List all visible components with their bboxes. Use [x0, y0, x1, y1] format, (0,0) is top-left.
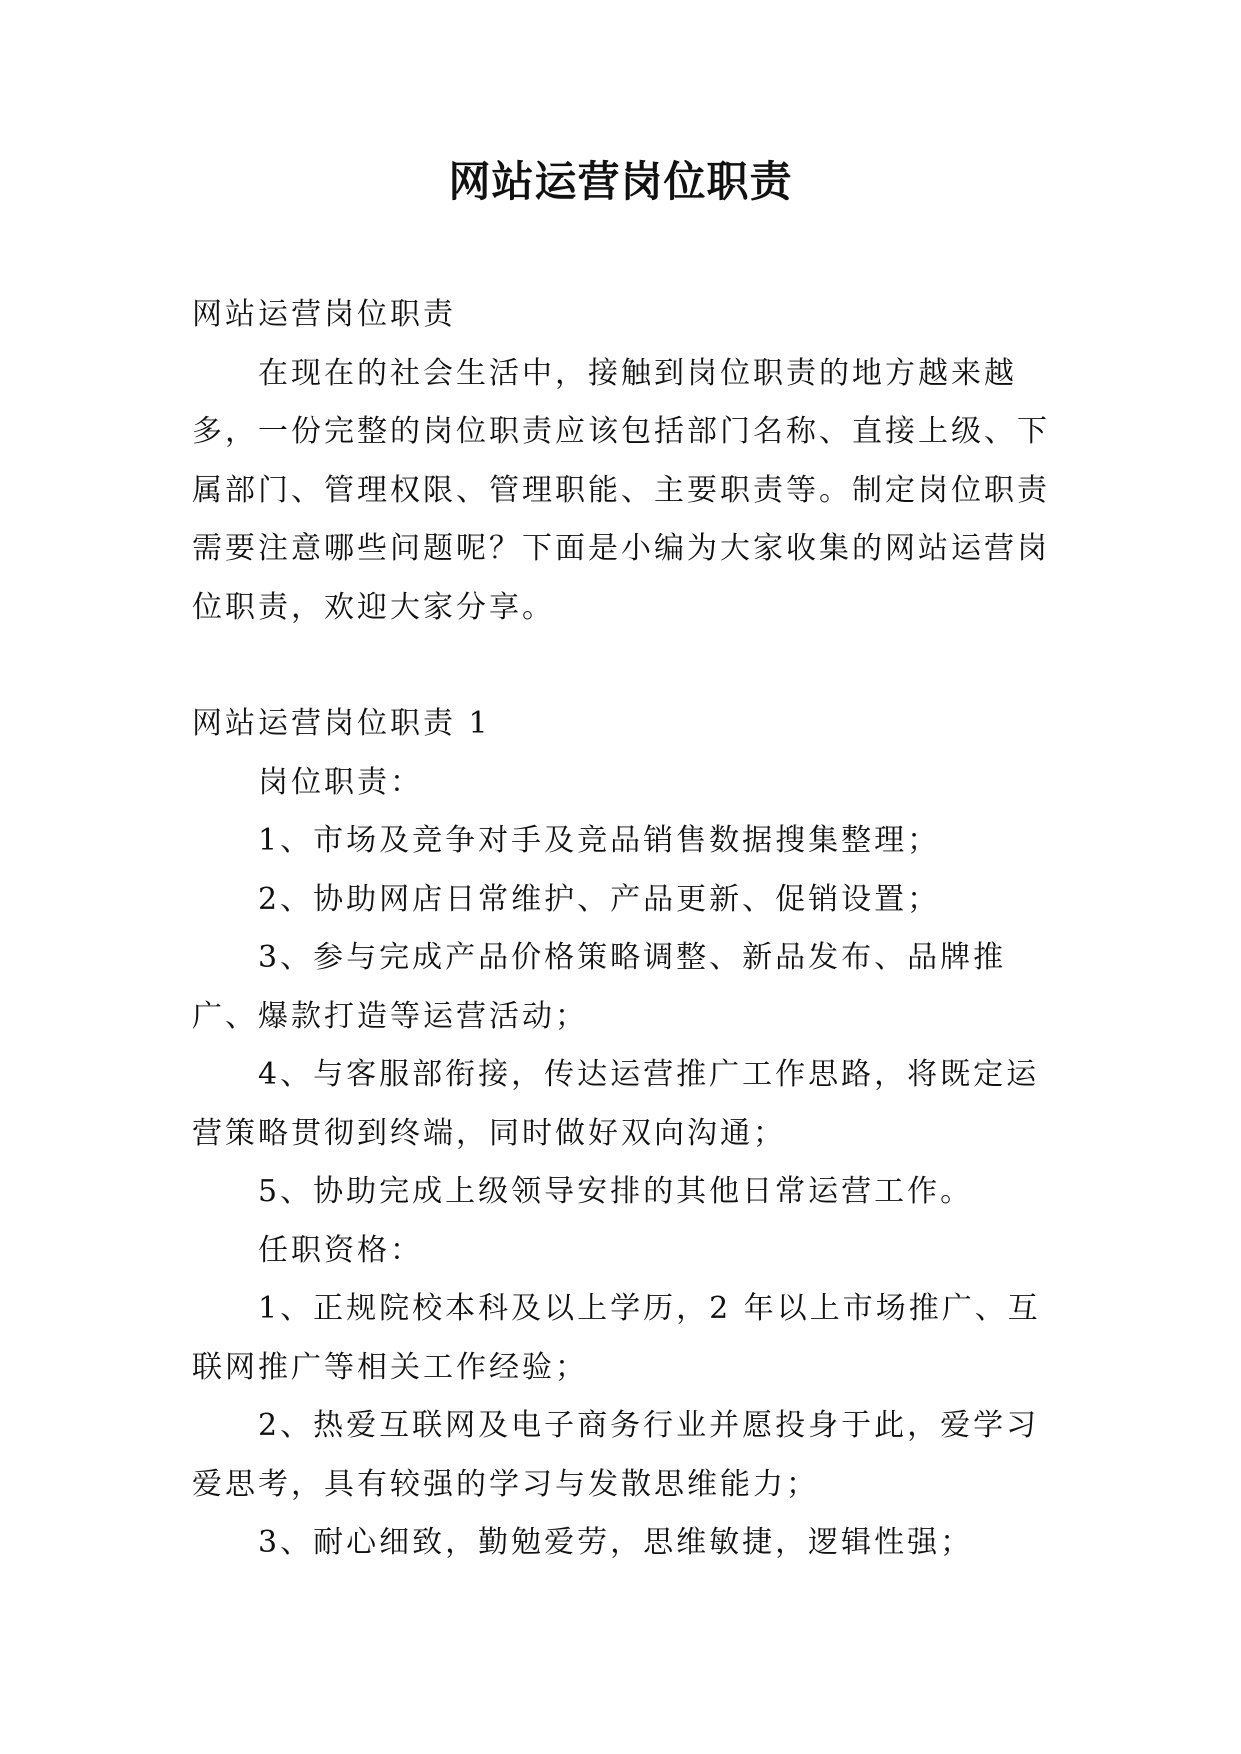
- duty-item-3: 3、参与完成产品价格策略调整、新品发布、品牌推广、爆款打造等运营活动；: [192, 940, 1007, 1034]
- duty-item-4: 4、与客服部衔接，传达运营推广工作思路，将既定运营策略贯彻到终端，同时做好双向沟通；: [192, 1057, 1040, 1151]
- qualifications-label: 任职资格：: [258, 1232, 423, 1268]
- section1-heading: 网站运营岗位职责 1: [192, 706, 491, 741]
- document-body: [192, 286, 1064, 1573]
- qualification-item-1: 1、正规院校本科及以上学历，2 年以上市场推广、互联网推广等相关工作经验；: [192, 1291, 1041, 1385]
- section-heading: 网站运营岗位职责: [192, 297, 456, 332]
- qualification-item-2: 2、热爱互联网及电子商务行业并愿投身于此，爱学习爱思考，具有较强的学习与发散思维能力；: [192, 1408, 1040, 1502]
- duties-label: 岗位职责：: [258, 764, 423, 800]
- document-title: 网站运营岗位职责: [448, 157, 793, 206]
- paragraph-gap: [192, 637, 1064, 695]
- intro-paragraph: 在现在的社会生活中，接触到岗位职责的地方越来越多，一份完整的岗位职责应该包括部门名称、直接上级、下属部门、管理权限、管理职能、主要职责等。制定岗位职责需要注意哪些问题呢？下面是小编为大家收集的网站运营岗位职责，欢迎大家分享。: [192, 355, 1050, 625]
- duty-item-2: 2、协助网店日常维护、产品更新、促销设置；: [258, 881, 941, 917]
- duty-item-5: 5、协助完成上级领导安排的其他日常运营工作。: [258, 1174, 974, 1209]
- qualification-item-3: 3、耐心细致，勤勉爱劳，思维敏捷，逻辑性强；: [258, 1525, 974, 1560]
- duty-item-1: 1、市场及竞争对手及竞品销售数据搜集整理；: [258, 823, 941, 858]
